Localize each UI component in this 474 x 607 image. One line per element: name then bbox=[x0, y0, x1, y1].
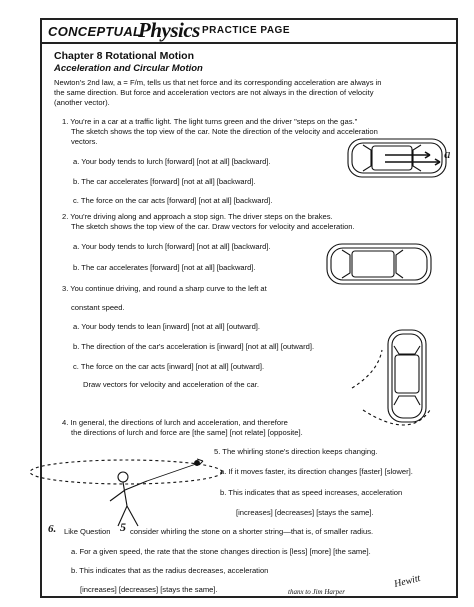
q2b-question: b. The car accelerates [forward] [not at all] [backward]. bbox=[73, 263, 256, 272]
page-header bbox=[42, 20, 456, 44]
q5b-options: [increases] [decreases] [stays the same]. bbox=[236, 508, 374, 517]
header-rule bbox=[42, 42, 456, 44]
q2-prompt: The sketch shows the top view of the car. Draw vectors for velocity and acceleration. bbox=[71, 222, 355, 231]
chapter-title: Chapter 8 Rotational Motion bbox=[54, 50, 194, 62]
q1-prompt: The sketch shows the top view of the car. Note the direction of the velocity and acceleration bbox=[71, 127, 378, 136]
q3b-question: b. The direction of the car's acceleration is [inward] [not at all] [outward]. bbox=[73, 342, 315, 351]
q3a-question: a. Your body tends to lean [inward] [not at all] [outward]. bbox=[73, 322, 261, 331]
q1c-question: c. The force on the car acts [forward] [not at all] [backward]. bbox=[73, 196, 273, 205]
intro-line: Newton's 2nd law, a = F/m, tells us that net force and its corresponding acceleration are always in bbox=[54, 78, 382, 87]
q6b-options: [increases] [decreases] [stays the same]. bbox=[80, 585, 218, 594]
q5-prompt: 5. The whirling stone's direction keeps changing. bbox=[214, 447, 378, 456]
q1-prompt: 1. You're in a car at a traffic light. The light turns green and the driver "steps on the gas." bbox=[62, 117, 358, 126]
q2-prompt: 2. You're driving along and approach a stop sign. The driver steps on the brakes. bbox=[62, 212, 333, 221]
q6-handwritten-ref: 5 bbox=[120, 520, 126, 534]
worksheet-page bbox=[40, 18, 458, 598]
q1b-question: b. The car accelerates [forward] [not at all] [backward]. bbox=[73, 177, 256, 186]
q6-prompt-pre: Like Question bbox=[64, 527, 111, 536]
practice-page-label: PRACTICE PAGE bbox=[202, 25, 290, 36]
q6b-question: b. This indicates that as the radius decreases, acceleration bbox=[71, 566, 269, 575]
q3-prompt: 3. You continue driving, and round a sharp curve to the left at bbox=[62, 284, 267, 293]
q6-prompt-post: consider whirling the stone on a shorter string—that is, of smaller radius. bbox=[130, 527, 374, 536]
footer-credit: thanx to Jim Harper bbox=[288, 588, 345, 596]
q5a-question: a. If it moves faster, its direction changes [faster] [slower]. bbox=[220, 467, 413, 476]
q4-prompt: 4. In general, the directions of lurch and acceleration, and therefore bbox=[62, 418, 288, 427]
author-signature: Hewitt bbox=[393, 572, 422, 591]
q1-handwritten-label: a bbox=[444, 146, 451, 161]
q3-draw-instruction: Draw vectors for velocity and acceleration of the car. bbox=[83, 380, 260, 389]
q2a-question: a. Your body tends to lurch [forward] [not at all] [backward]. bbox=[73, 242, 271, 251]
q4-prompt: the directions of lurch and force are [the same] [not relate] [opposite]. bbox=[71, 428, 303, 437]
q6a-question: a. For a given speed, the rate that the stone changes direction is [less] [more] [the same]. bbox=[71, 547, 371, 556]
q3c-question: c. The force on the car acts [inward] [not at all] [outward]. bbox=[73, 362, 265, 371]
q1a-question: a. Your body tends to lurch [forward] [not at all] [backward]. bbox=[73, 157, 271, 166]
chapter-subtitle: Acceleration and Circular Motion bbox=[54, 63, 203, 74]
intro-line: the same direction. But force and acceleration vectors are not always in the direction of velocity bbox=[54, 88, 374, 97]
q5b-question: b. This indicates that as speed increases, acceleration bbox=[220, 488, 403, 497]
q6-handwritten-number: 6. bbox=[48, 523, 57, 535]
q1-prompt: vectors. bbox=[71, 137, 98, 146]
q3-prompt: constant speed. bbox=[71, 303, 125, 312]
brand-physics-logo: Physics bbox=[138, 18, 200, 42]
brand-conceptual: CONCEPTUAL bbox=[48, 24, 142, 39]
intro-line: (another vector). bbox=[54, 98, 110, 107]
